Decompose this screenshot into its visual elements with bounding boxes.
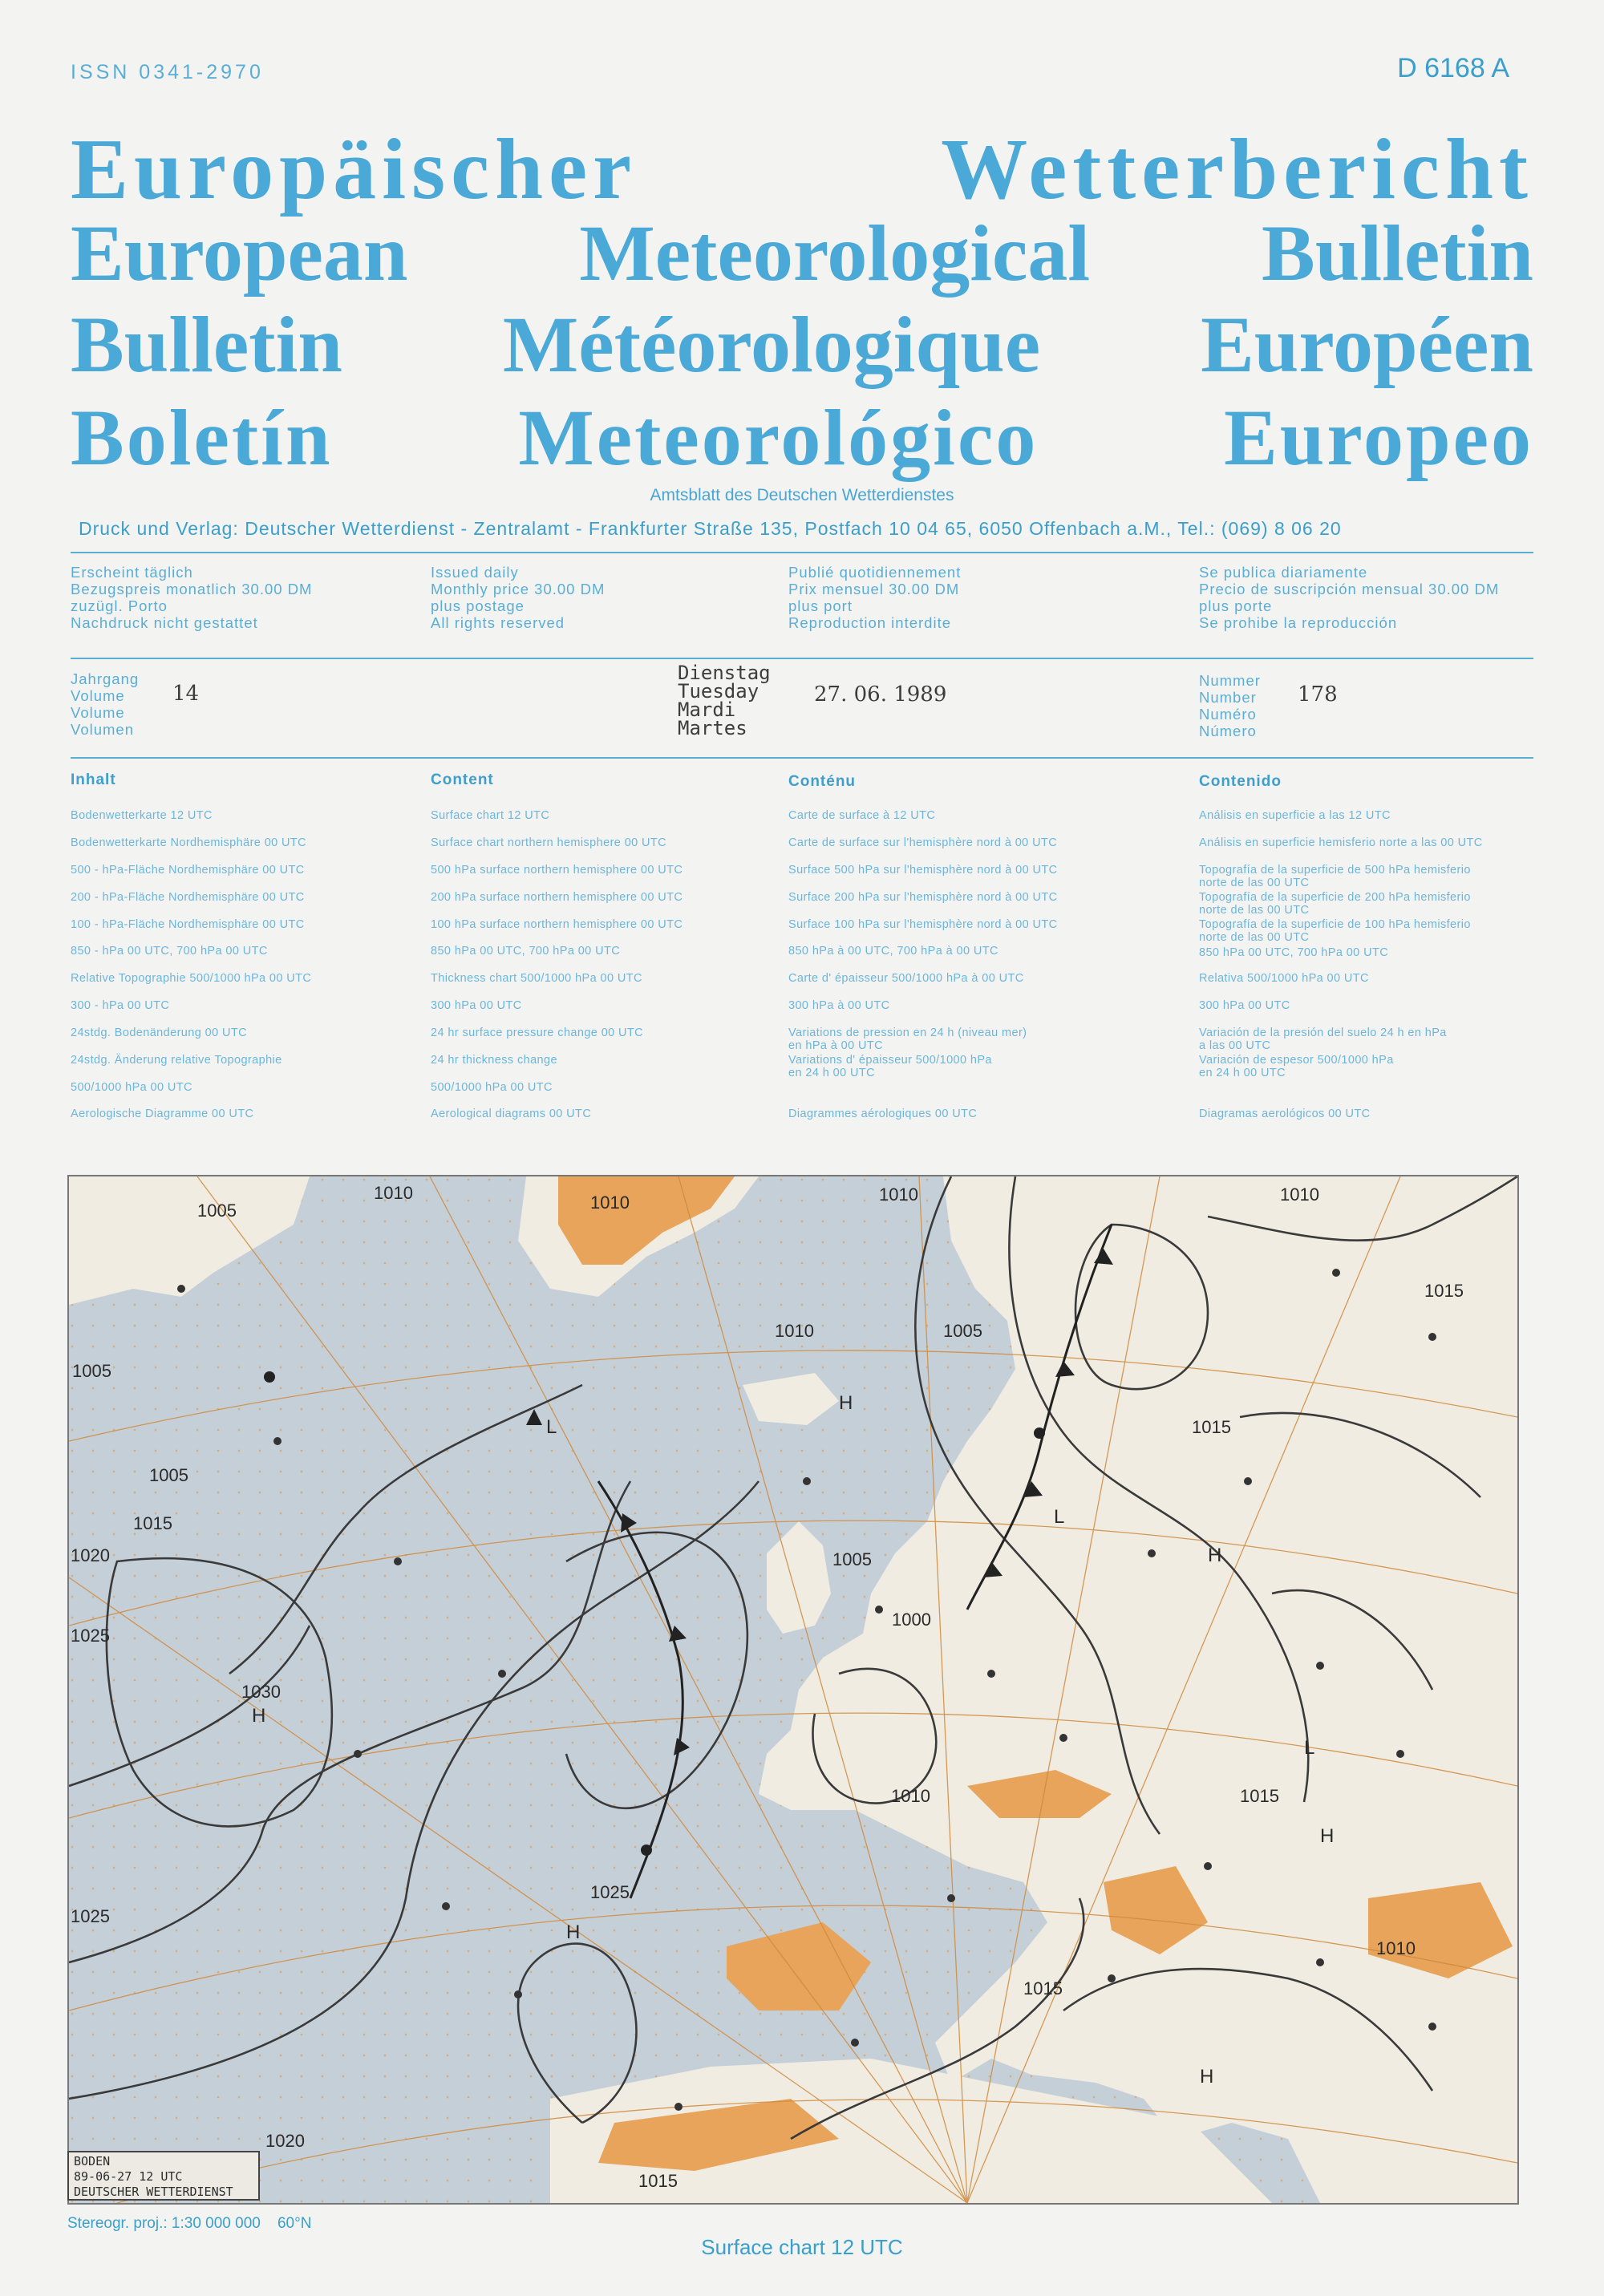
isobar-label: 1010 (1376, 1938, 1416, 1958)
contents-item-en: 24 hr surface pressure change 00 UTC (431, 1027, 644, 1039)
contents-item-es: Topografía de la superficie de 500 hPa hemisferio norte de las 00 UTC (1199, 864, 1471, 889)
isobar-label: 1000 (892, 1610, 931, 1630)
high-pressure-label: H (252, 1705, 266, 1727)
title-french: Bulletin Météorologique Européen (71, 300, 1533, 389)
contents-item-fr: Variations d' épaisseur 500/1000 hPa en 24 h 00 UTC (788, 1054, 992, 1079)
low-pressure-label: L (546, 1416, 557, 1438)
weekday-labels: Dienstag Tuesday Mardi Martes (678, 662, 771, 739)
contents-item-fr: 300 hPa à 00 UTC (788, 999, 890, 1012)
contents-item-de: 850 - hPa 00 UTC, 700 hPa 00 UTC (71, 945, 268, 958)
contents-item-es: 850 hPa 00 UTC, 700 hPa 00 UTC (1199, 946, 1389, 959)
isobar-label: 1010 (374, 1183, 413, 1203)
contents-item-en: 200 hPa surface northern hemisphere 00 UTC (431, 891, 683, 904)
subscription-fr: Publié quotidiennement Prix mensuel 30.00 DM plus port Reproduction interdite (788, 564, 962, 631)
isobar-label: 1025 (71, 1906, 110, 1926)
isobar-label: 1015 (1192, 1417, 1231, 1437)
contents-item-en: Thickness chart 500/1000 hPa 00 UTC (431, 972, 642, 985)
contents-item-de: Aerologische Diagramme 00 UTC (71, 1108, 254, 1120)
isobar-label: 1015 (1023, 1978, 1063, 1998)
isobar-label: 1020 (71, 1545, 110, 1565)
high-pressure-label: H (1320, 1825, 1335, 1847)
low-pressure-label: L (1054, 1506, 1065, 1528)
contents-item-de: 100 - hPa-Fläche Nordhemisphäre 00 UTC (71, 918, 305, 931)
high-pressure-label: H (1200, 2066, 1214, 2087)
isobar-label: 1025 (71, 1626, 110, 1646)
contents-item-de: Bodenwetterkarte 12 UTC (71, 809, 213, 822)
map-canvas (69, 1176, 1517, 2203)
contents-heading-en: Content (431, 771, 494, 788)
contents-heading-de: Inhalt (71, 771, 116, 788)
divider (71, 757, 1533, 759)
title-german: Europäischer Wetterbericht (71, 122, 1533, 217)
number-labels: Nummer Number Numéro Número (1199, 672, 1261, 739)
contents-item-de: 500 - hPa-Fläche Nordhemisphäre 00 UTC (71, 864, 305, 877)
contents-item-en: 850 hPa 00 UTC, 700 hPa 00 UTC (431, 945, 621, 958)
issn-number: ISSN 0341-2970 (71, 61, 264, 83)
contents-item-fr: Surface 100 hPa sur l'hemisphère nord à 00 UTC (788, 918, 1058, 931)
contents-item-es: Análisis en superficie hemisferio norte a las 00 UTC (1199, 836, 1483, 849)
contents-item-fr: Carte de surface sur l'hemisphère nord à 00 UTC (788, 836, 1058, 849)
contents-item-de: 24stdg. Bodenänderung 00 UTC (71, 1027, 247, 1039)
isobar-label: 1015 (133, 1513, 172, 1533)
title-english: European Meteorological Bulletin (71, 209, 1533, 298)
contents-item-en: Aerological diagrams 00 UTC (431, 1108, 592, 1120)
high-pressure-label: H (839, 1392, 853, 1414)
contents-item-de: 300 - hPa 00 UTC (71, 999, 170, 1012)
isobar-label: 1015 (638, 2171, 678, 2191)
contents-item-de: 24stdg. Änderung relative Topographie (71, 1054, 282, 1067)
contents-item-fr: 850 hPa à 00 UTC, 700 hPa à 00 UTC (788, 945, 998, 958)
subscription-de: Erscheint täglich Bezugspreis monatlich 30.00 DM zuzügl. Porto Nachdruck nicht gestattet (71, 564, 313, 631)
low-pressure-label: L (1304, 1737, 1315, 1759)
contents-item-fr: Carte d' épaisseur 500/1000 hPa à 00 UTC (788, 972, 1024, 985)
contents-item-de: Bodenwetterkarte Nordhemisphäre 00 UTC (71, 836, 307, 849)
isobar-label: 1010 (775, 1321, 814, 1341)
latitude-label: 60°N (277, 2215, 312, 2232)
contents-item-fr: Surface 200 hPa sur l'hemisphère nord à 00 UTC (788, 891, 1058, 904)
isobar-label: 1010 (590, 1193, 630, 1213)
isobar-label: 1005 (832, 1549, 872, 1569)
surface-weather-map (67, 1175, 1519, 2205)
subscription-en: Issued daily Monthly price 30.00 DM plus postage All rights reserved (431, 564, 606, 631)
contents-item-es: Topografía de la superficie de 100 hPa hemisferio norte de las 00 UTC (1199, 918, 1471, 944)
contents-item-en: Surface chart northern hemisphere 00 UTC (431, 836, 667, 849)
isobar-label: 1005 (72, 1361, 111, 1381)
contents-item-en: 100 hPa surface northern hemisphere 00 UTC (431, 918, 683, 931)
contents-item-fr: Variations de pression en 24 h (niveau mer) en hPa à 00 UTC (788, 1027, 1027, 1052)
contents-item-fr: Diagrammes aérologiques 00 UTC (788, 1108, 978, 1120)
contents-item-es: Relativa 500/1000 hPa 00 UTC (1199, 972, 1369, 985)
subscription-es: Se publica diariamente Precio de suscripción mensual 30.00 DM plus porte Se prohibe la reproducción (1199, 564, 1500, 631)
projection-note: Stereogr. proj.: 1:30 000 000 60°N (67, 2215, 312, 2232)
contents-item-de: 200 - hPa-Fläche Nordhemisphäre 00 UTC (71, 891, 305, 904)
volume-labels: Jahrgang Volume Volume Volumen (71, 670, 140, 738)
volume-number: 14 (172, 682, 200, 706)
isobar-label: 1010 (1280, 1184, 1319, 1205)
issue-date: 27. 06. 1989 (814, 682, 947, 707)
contents-item-en: 500/1000 hPa 00 UTC (431, 1081, 553, 1094)
contents-item-de: 500/1000 hPa 00 UTC (71, 1081, 192, 1094)
title-spanish: Boletín Meteorológico Europeo (71, 393, 1533, 482)
isobar-label: 1020 (265, 2131, 305, 2151)
chart-stamp: BODEN 89-06-27 12 UTC DEUTSCHER WETTERDIENST (67, 2151, 260, 2201)
isobar-label: 1030 (241, 1682, 281, 1702)
isobar-label: 1010 (891, 1786, 930, 1806)
issue-number: 178 (1298, 682, 1338, 707)
contents-item-en: 24 hr thickness change (431, 1054, 557, 1067)
isobar-label: 1015 (1240, 1786, 1279, 1806)
postal-code: D 6168 A (1397, 53, 1509, 83)
publisher-line: Druck und Verlag: Deutscher Wetterdienst - Zentralamt - Frankfurter Straße 135, Postfach 10 04 65, 6050 Offenbach a.M., Tel.: (069) 8 06 20 (79, 518, 1342, 539)
contents-item-en: 300 hPa 00 UTC (431, 999, 522, 1012)
contents-item-fr: Carte de surface à 12 UTC (788, 809, 936, 822)
contents-heading-es: Contenido (1199, 773, 1282, 790)
contents-item-en: 500 hPa surface northern hemisphere 00 UTC (431, 864, 683, 877)
contents-item-en: Surface chart 12 UTC (431, 809, 550, 822)
contents-item-es: Variación de espesor 500/1000 hPa en 24 h 00 UTC (1199, 1054, 1394, 1079)
contents-item-es: Variación de la presión del suelo 24 h en hPa a las 00 UTC (1199, 1027, 1447, 1052)
isobar-label: 1005 (943, 1321, 982, 1341)
contents-heading-fr: Conténu (788, 773, 857, 790)
isobar-label: 1025 (590, 1882, 630, 1902)
high-pressure-label: H (566, 1921, 581, 1943)
high-pressure-label: H (1208, 1545, 1222, 1566)
contents-item-es: Topografía de la superficie de 200 hPa hemisferio norte de las 00 UTC (1199, 891, 1471, 917)
contents-item-de: Relative Topographie 500/1000 hPa 00 UTC (71, 972, 312, 985)
divider (71, 552, 1533, 553)
isobar-label: 1005 (149, 1465, 188, 1485)
isobar-label: 1015 (1424, 1281, 1464, 1301)
contents-item-es: 300 hPa 00 UTC (1199, 999, 1290, 1012)
isobar-label: 1005 (197, 1201, 237, 1221)
map-caption: Surface chart 12 UTC (701, 2235, 903, 2259)
contents-item-es: Diagramas aerológicos 00 UTC (1199, 1108, 1371, 1120)
contents-item-fr: Surface 500 hPa sur l'hemisphère nord à 00 UTC (788, 864, 1058, 877)
official-gazette: Amtsblatt des Deutschen Wetterdienstes (650, 486, 954, 504)
isobar-label: 1010 (879, 1184, 918, 1205)
contents-item-es: Análisis en superficie a las 12 UTC (1199, 809, 1391, 822)
divider (71, 658, 1533, 659)
